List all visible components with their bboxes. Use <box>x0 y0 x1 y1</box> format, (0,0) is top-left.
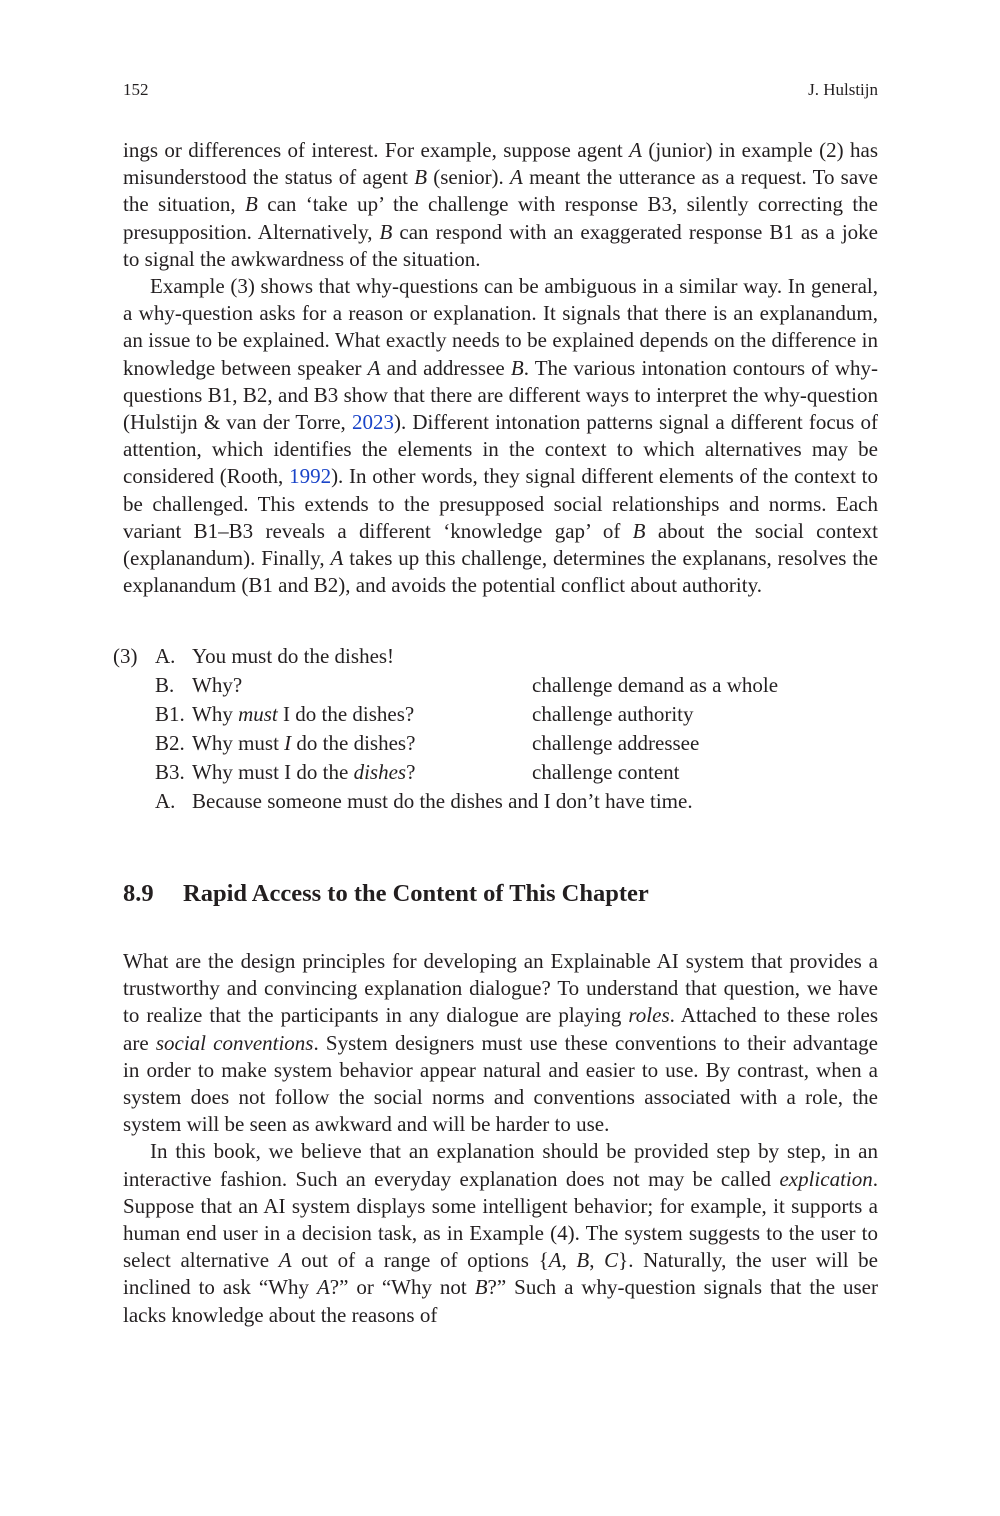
text-run: Example (3) shows that why-questions can be ambiguous in a similar way. In general, a why-question asks for a reason or explanation. It signals that there is an explanandum, an issue to be explained. What exactly needs to be explained depends on the difference in knowledge between speaker <box>123 274 878 380</box>
text-run: ?” or “Why not <box>329 1275 475 1300</box>
text-run: I do the dishes? <box>277 702 415 726</box>
example-line <box>113 642 893 671</box>
running-head-author: J. Hulstijn <box>808 80 878 99</box>
spacer <box>113 700 155 729</box>
italic-text: B <box>510 355 524 380</box>
challenge-note: challenge demand as a whole <box>532 673 779 697</box>
italic-text: B <box>474 1275 488 1300</box>
speaker-label: B2. <box>155 731 185 755</box>
example-line <box>113 758 893 787</box>
italic-text: dishes <box>353 760 407 784</box>
speaker-label: B3. <box>155 760 185 784</box>
speaker-label: A. <box>155 644 176 668</box>
text-run: and addressee <box>380 355 511 380</box>
example-line <box>113 700 893 729</box>
paragraph <box>123 273 878 599</box>
text-run: takes up this challenge, determines the explanans, resolves the explanandum (B1 and B2), and avoids the potential conflict about authority. <box>123 546 878 598</box>
text-run: }. Naturally, the user will be inclined to ask “Why <box>123 1248 879 1300</box>
italic-text: B <box>414 165 428 190</box>
text-run: In this book, we believe that an explanation should be provided step by step, in an interactive fashion. Such an everyday explanation does not may be called <box>123 1139 878 1191</box>
text-run: do the dishes? <box>291 731 416 755</box>
italic-text: A <box>510 165 523 190</box>
utterance: Because someone must do the dishes and I don’t have time. <box>192 789 693 813</box>
italic-text: B <box>245 192 258 217</box>
utterance <box>192 700 532 729</box>
section-title: Rapid Access to the Content of This Chapter <box>183 880 649 907</box>
challenge-note: challenge addressee <box>532 731 700 755</box>
text-run: meant the utterance as a request. To save the situation, <box>123 165 878 217</box>
italic-text: A <box>278 1248 292 1273</box>
utterance <box>192 758 532 787</box>
italic-text: A <box>330 546 344 571</box>
text-run: , <box>589 1248 605 1273</box>
italic-text: explication <box>779 1166 873 1191</box>
italic-text: A <box>629 138 642 162</box>
challenge-note: challenge authority <box>532 702 694 726</box>
text-run: Why? <box>192 673 243 697</box>
italic-text: must <box>238 702 278 726</box>
italic-text: A <box>316 1275 330 1300</box>
section-heading <box>123 880 649 908</box>
paragraph <box>123 1138 878 1328</box>
utterance <box>192 642 532 671</box>
speaker-label: A. <box>155 789 176 813</box>
paragraph <box>123 137 878 273</box>
utterance <box>192 671 532 700</box>
spacer <box>113 729 155 758</box>
italic-text: roles <box>628 1003 670 1028</box>
text-run: Why must I do the <box>192 760 354 784</box>
speaker-label: B1. <box>155 702 185 726</box>
page-number: 152 <box>123 80 149 99</box>
body-text-top <box>123 137 878 599</box>
speaker-label: B. <box>155 673 175 697</box>
spacer <box>113 758 155 787</box>
italic-text: B <box>632 518 646 543</box>
text-run: What are the design principles for developing an Explainable AI system that provides a trustworthy and convincing explanation dialogue? To understand that question, we have to realize that the participants in any dialogue are playing <box>123 949 878 1028</box>
text-run: ?” Such a why-question signals that the user lacks knowledge about the reasons of <box>123 1275 878 1327</box>
paragraph <box>123 948 878 1138</box>
text-run: can ‘take up’ the challenge with response B3, silently correcting the presupposition. Alternatively, <box>123 192 878 244</box>
utterance <box>192 729 532 758</box>
citation-link[interactable]: 2023 <box>351 410 394 435</box>
spacer <box>113 787 155 813</box>
italic-text: A <box>548 1248 562 1273</box>
text-run: ? <box>406 760 416 784</box>
italic-text: B <box>379 219 393 244</box>
text-run: Why must <box>192 731 285 755</box>
text-run: ). Different intonation patterns signal a different focus of attention, which identifies the elements in the context to which alternatives may be considered (Rooth, <box>123 410 879 489</box>
italic-text: I <box>284 731 292 755</box>
spacer <box>113 671 155 700</box>
text-run: out of a range of options { <box>291 1248 549 1273</box>
example-line <box>113 671 893 700</box>
text-run: about the social context (explanandum). Finally, <box>123 518 878 571</box>
citation-link[interactable]: 1992 <box>289 464 332 489</box>
text-run: . Attached to these roles are <box>123 1003 878 1055</box>
text-run: , <box>561 1248 577 1273</box>
text-run: can respond with an exaggerated response B1 as a joke to signal the awkwardness of the situation. <box>123 219 878 271</box>
example-line <box>113 787 893 813</box>
italic-text: social conventions <box>155 1030 314 1055</box>
text-run: ). In other words, they signal different elements of the context to be challenged. This extends to the presupposed social relationships and norms. Each variant B1–B3 reveals a different ‘knowledge gap’ of <box>123 464 878 543</box>
example-number: (3) <box>113 644 138 668</box>
challenge-note: challenge content <box>532 760 680 784</box>
text-run: (senior). <box>427 165 511 190</box>
text-run: (junior) in example (2) has misunderstood the status of agent <box>123 138 879 190</box>
body-text-bottom <box>123 948 878 1329</box>
example-line <box>113 729 893 758</box>
italic-text: B <box>576 1248 590 1273</box>
italic-text: A <box>367 355 381 380</box>
text-run: ings or differences of interest. For example, suppose agent <box>123 138 630 162</box>
text-run: . System designers must use these conventions to their advantage in order to make system behavior appear natural and easier to use. By contrast, when a system does not follow the social norms and conventions associated with a role, the system will be seen as awkward and will be harder to use. <box>123 1030 878 1137</box>
italic-text: C <box>604 1248 619 1273</box>
text-run: . Suppose that an AI system displays some intelligent behavior; for example, it supports a human end user in a decision task, as in Example (4). The system suggests to the user to select alternative <box>123 1166 878 1273</box>
example-3 <box>113 642 893 813</box>
section-number: 8.9 <box>123 880 154 907</box>
text-run: Why <box>192 702 239 726</box>
text-run: You must do the dishes! <box>192 644 395 668</box>
text-run: . The various intonation contours of why-questions B1, B2, and B3 show that there are different ways to interpret the why-question (Hulstijn & van der Torre, <box>123 355 878 435</box>
